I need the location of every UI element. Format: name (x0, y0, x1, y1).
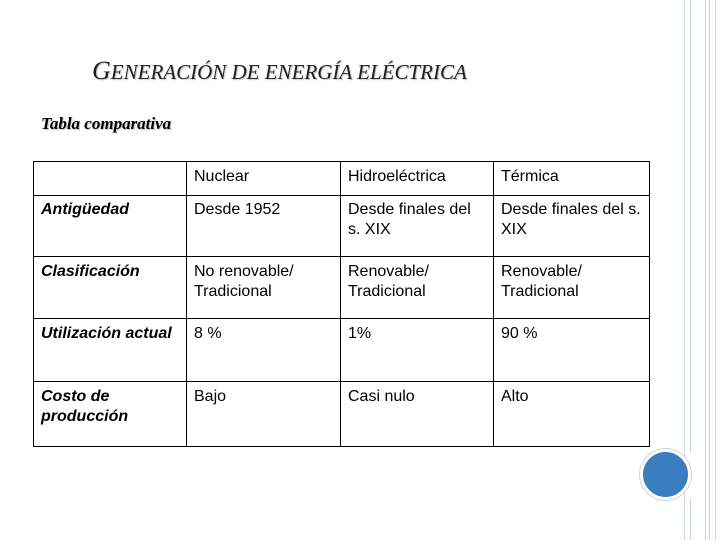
table-row (34, 196, 650, 257)
slide-title (92, 56, 467, 86)
table-cell: Casi nulo (341, 382, 494, 447)
row-header: Utilización actual (34, 319, 187, 382)
table-row (34, 319, 650, 382)
row-header: Clasificación (34, 257, 187, 319)
slide-title-initial: G (92, 56, 111, 85)
row-header: Costo de producción (34, 382, 187, 447)
decorative-line (690, 498, 691, 540)
table-header-cell (34, 162, 187, 196)
table-cell: 90 % (494, 319, 650, 382)
table-row (34, 382, 650, 447)
decorative-line (690, 0, 691, 452)
table-cell: Bajo (187, 382, 341, 447)
table-cell: Desde finales del s. XIX (494, 196, 650, 257)
table-cell: Desde 1952 (187, 196, 341, 257)
decorative-line (705, 0, 706, 540)
table-header-cell: Nuclear (187, 162, 341, 196)
table-cell: 1% (341, 319, 494, 382)
decorative-line (709, 0, 710, 540)
table-row (34, 257, 650, 319)
slide-subtitle: Tabla comparativa (41, 114, 172, 133)
table-cell: 8 % (187, 319, 341, 382)
decorative-circle (640, 449, 691, 500)
table-cell: Renovable/ Tradicional (341, 257, 494, 319)
table-header-cell: Térmica (494, 162, 650, 196)
table-header-cell: Hidroeléctrica (341, 162, 494, 196)
table-cell: Desde finales del s. XIX (341, 196, 494, 257)
decorative-line (715, 0, 716, 540)
slide-title-rest: ENERACIÓN DE ENERGÍA ELÉCTRICA (110, 60, 467, 84)
table-cell: Alto (494, 382, 650, 447)
row-header: Antigüedad (34, 196, 187, 257)
table-header-row (34, 162, 650, 196)
comparison-table (33, 161, 650, 447)
table-cell: Renovable/ Tradicional (494, 257, 650, 319)
table-cell: No renovable/ Tradicional (187, 257, 341, 319)
